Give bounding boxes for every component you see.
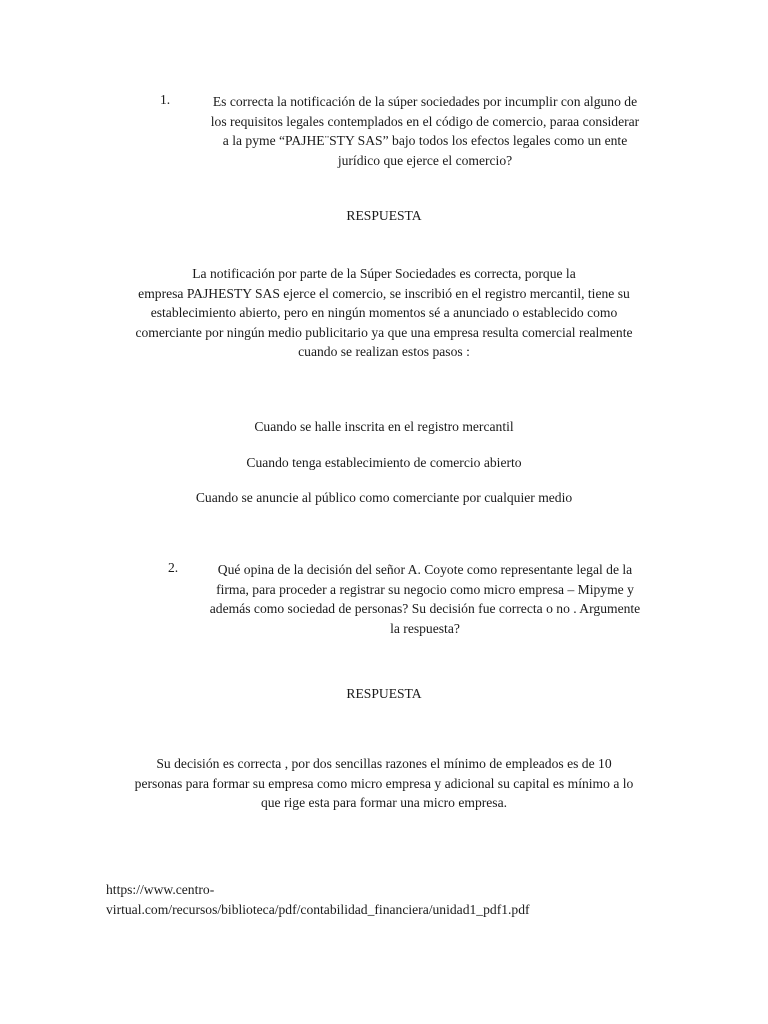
answer-2-paragraph: Su decisión es correcta , por dos sencillas razones el mínimo de empleados es de 10 personas para formar su empresa como micro empresa y adicional su capital es mínimo a lo que rige esta para formar una micro empresa. [134, 756, 634, 810]
answer-1-paragraph: La notificación por parte de la Súper Sociedades es correcta, porque la empresa PAJHESTY SAS ejerce el comercio, se inscribió en el registro mercantil, tiene su establecimiento abierto, pero en ningún momentos sé a anunciado o establecido como comerciante por ningún medio publicitario ya que una empresa resulta comercial realmente cuando se realizan estos pasos : [135, 266, 633, 359]
question-2-text: Qué opina de la decisión del señor A. Coyote como representante legal de la firma, para proceder a registrar su negocio como micro empresa – Mipyme y además como sociedad de personas? Su decisión fue correcta o no . Argumente la respuesta? [209, 562, 641, 636]
step-item-1: Cuando se halle inscrita en el registro mercantil [254, 419, 514, 434]
step-item-2: Cuando tenga establecimiento de comercio abierto [246, 455, 522, 470]
question-1 [160, 92, 670, 170]
question-1-text: Es correcta la notificación de la súper sociedades por incumplir con alguno de los requisitos legales contemplados en el código de comercio, paraa considerar a la pyme “PAJHE¨STY SAS” bajo todos los efectos legales como un ente jurídico que ejerce el comercio? [210, 94, 640, 168]
reference-link[interactable]: https://www.centro- virtual.com/recursos/biblioteca/pdf/contabilidad_financiera/unidad1_pdf1.pdf [106, 882, 530, 917]
answer-1-heading: RESPUESTA [346, 208, 422, 223]
question-2 [160, 560, 670, 638]
answer-2-heading: RESPUESTA [346, 686, 422, 701]
question-1-number: 1. [160, 92, 171, 107]
question-2-number: 2. [168, 560, 179, 575]
step-item-3: Cuando se anuncie al público como comerciante por cualquier medio [195, 490, 573, 505]
